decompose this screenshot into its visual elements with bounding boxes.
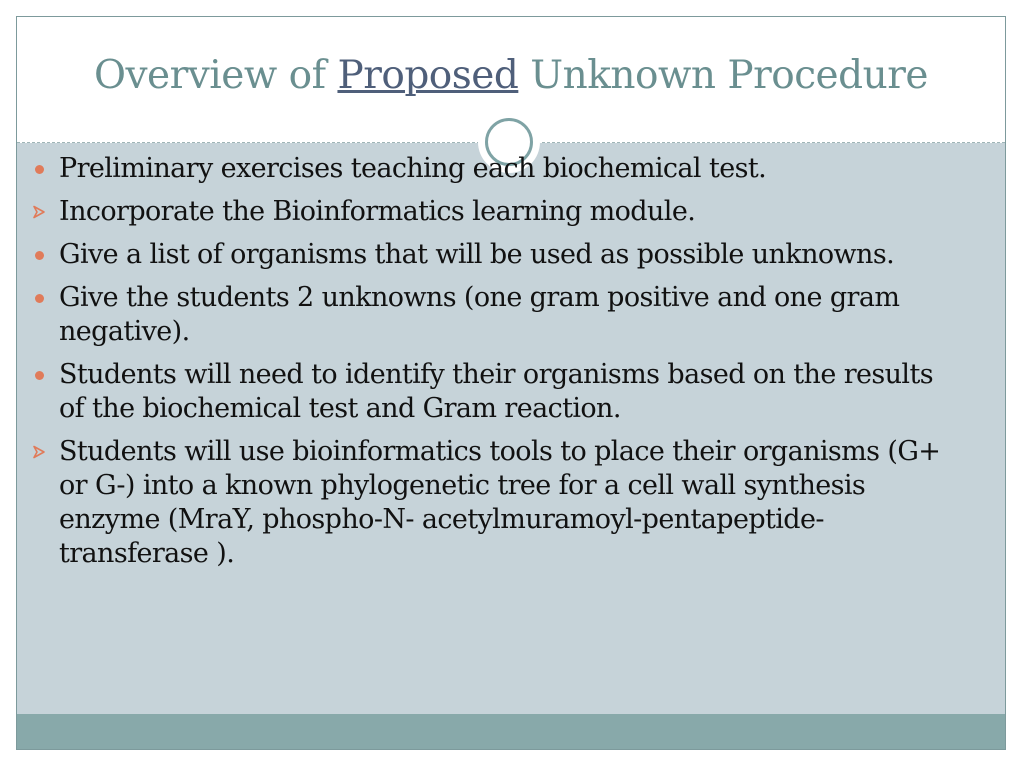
bullet-item (30, 358, 950, 426)
bullet-text: Incorporate the Bioinformatics learning module. (59, 196, 696, 227)
bullet-text: Students will use bioinformatics tools to place their organisms (G+ or G-) into a known phylogenetic tree for a cell wall synthesis enzyme (MraY, phospho-N- acetylmuramoyl-pentapeptide- transferase ). (59, 436, 941, 569)
dot-bullet-icon (30, 152, 52, 186)
bullet-item (30, 435, 950, 571)
footer-band (17, 714, 1005, 749)
bullet-text: Students will need to identify their organisms based on the results of the biochemical test and Gram reaction. (59, 359, 933, 424)
slide-title (17, 53, 1005, 98)
arrow-bullet-icon (30, 195, 52, 229)
title-prefix: Overview of (94, 53, 338, 98)
bullet-item (30, 195, 950, 229)
bullet-text: Give the students 2 unknowns (one gram positive and one gram negative). (59, 282, 900, 347)
bullet-list (30, 152, 950, 580)
title-suffix: Unknown Procedure (518, 53, 928, 98)
dot-bullet-icon (30, 238, 52, 272)
bullet-item (30, 281, 950, 349)
bullet-text: Give a list of organisms that will be used as possible unknowns. (59, 239, 895, 270)
bullet-item (30, 238, 950, 272)
title-emphasis: Proposed (337, 53, 519, 98)
dot-bullet-icon (30, 281, 52, 315)
bullet-item (30, 152, 950, 186)
dot-bullet-icon (30, 358, 52, 392)
arrow-bullet-icon (30, 435, 52, 469)
bullet-text: Preliminary exercises teaching each biochemical test. (59, 153, 767, 184)
